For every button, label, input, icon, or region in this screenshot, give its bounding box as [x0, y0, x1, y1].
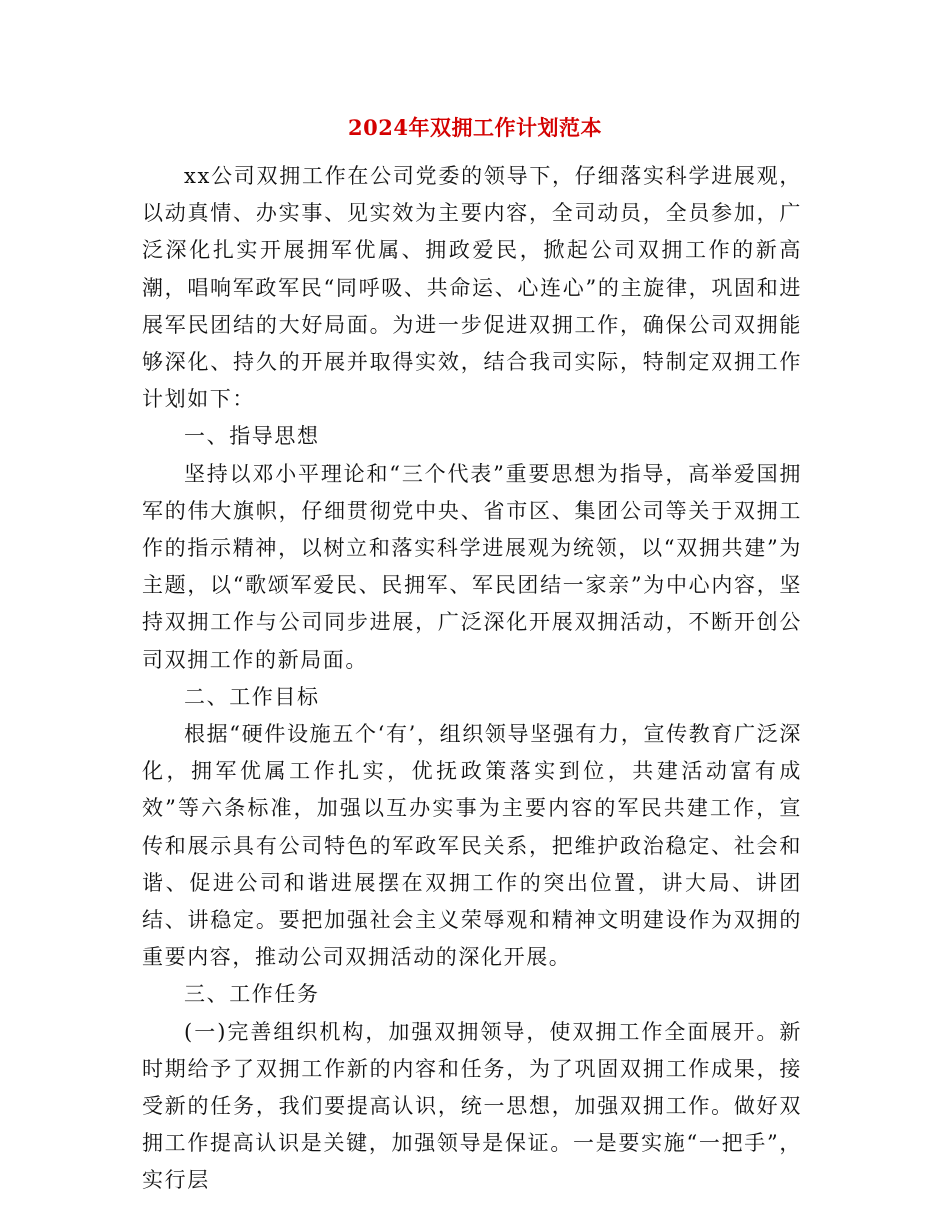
- document-title: 2024年双拥工作计划范本: [348, 115, 602, 140]
- paragraph-guiding-thought: 坚持以邓小平理论和“三个代表”重要思想为指导，高举爱国拥军的伟大旗帜，仔细贯彻党中央、省市区、集团公司等关于双拥工作的指示精神，以树立和落实科学进展观为统领，以“双拥共建”为主题，以“歌颂军爱民、民拥军、军民团结一家亲”为中心内容，坚持双拥工作与公司同步进展，广泛深化开展双拥活动，不断开创公司双拥工作的新局面。: [142, 461, 802, 672]
- paragraph-work-tasks: (一)完善组织机构，加强双拥领导，使双拥工作全面展开。新时期给予了双拥工作新的内容和任务，为了巩固双拥工作成果，接受新的任务，我们要提高认识，统一思想，加强双拥工作。做好双拥工作提高认识是关键，加强领导是保证。一是要实施“一把手”，实行层: [142, 1019, 802, 1193]
- section-heading-work-tasks: 三、工作任务: [184, 982, 320, 1007]
- document-body: [142, 158, 802, 1200]
- paragraph-work-goals: 根据“硬件设施五个‘有’，组织领导坚强有力，宣传教育广泛深化，拥军优属工作扎实，优抚政策落实到位，共建活动富有成效”等六条标准，加强以互办实事为主要内容的军民共建工作，宣传和展示具有公司特色的军政军民关系，把维护政治稳定、社会和谐、促进公司和谐进展摆在双拥工作的突出位置，讲大局、讲团结、讲稳定。要把加强社会主义荣辱观和精神文明建设作为双拥的重要内容，推动公司双拥活动的深化开展。: [142, 722, 802, 970]
- paragraph-intro: xx公司双拥工作在公司党委的领导下，仔细落实科学进展观，以动真情、办实事、见实效为主要内容，全司动员，全员参加，广泛深化扎实开展拥军优属、拥政爱民，掀起公司双拥工作的新高潮，唱响军政军民“同呼吸、共命运、心连心”的主旋律，巩固和进展军民团结的大好局面。为进一步促进双拥工作，确保公司双拥能够深化、持久的开展并取得实效，结合我司实际，特制定双拥工作计划如下：: [142, 164, 802, 412]
- section-heading-guiding-thought: 一、指导思想: [184, 424, 320, 449]
- section-heading-work-goals: 二、工作目标: [184, 684, 320, 709]
